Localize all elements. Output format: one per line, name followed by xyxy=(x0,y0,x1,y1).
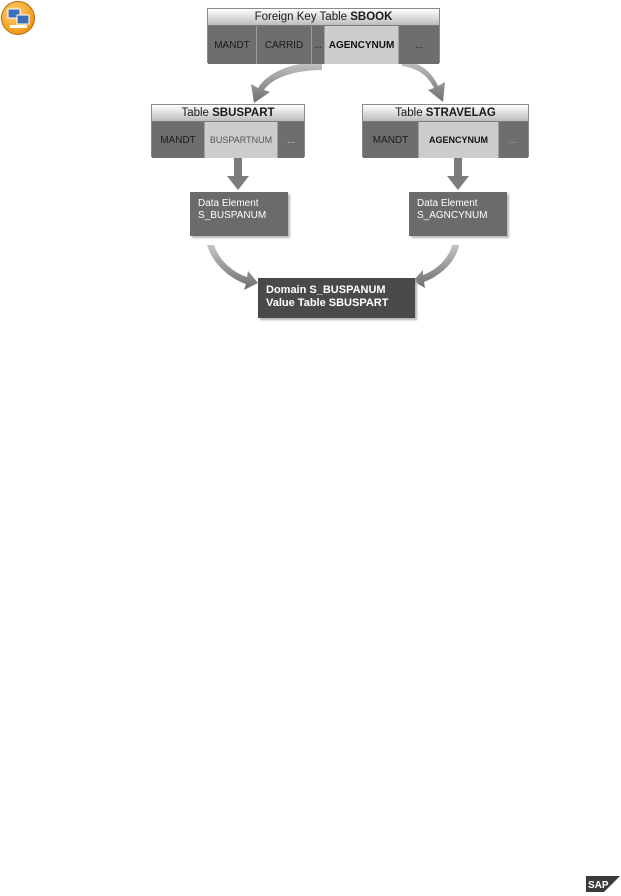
down-arrow-right xyxy=(447,158,469,190)
sbook-field-ellipsis-1: ... xyxy=(312,26,325,64)
data-element-right-label: Data Element xyxy=(417,198,478,209)
data-element-left-name: S_BUSPANUM xyxy=(198,210,267,221)
table-sbuspart xyxy=(151,104,305,157)
stravelag-field-mandt: MANDT xyxy=(363,122,419,158)
sbook-field-mandt: MANDT xyxy=(208,26,257,64)
sbuspart-field-buspartnum: BUSPARTNUM xyxy=(205,122,278,158)
curved-arrow-to-stravelag xyxy=(402,60,445,102)
data-element-s-agncynum xyxy=(409,192,507,236)
table-sbuspart-title xyxy=(152,105,304,122)
data-element-s-buspanum xyxy=(190,192,288,236)
sbook-field-ellipsis-2: ... xyxy=(399,26,439,64)
table-sbook-title-prefix: Foreign Key Table xyxy=(254,11,351,23)
domain-s-buspanum xyxy=(258,278,415,318)
stravelag-field-ellipsis: ... xyxy=(499,122,528,158)
sbuspart-field-ellipsis: ... xyxy=(278,122,304,158)
data-element-right-name: S_AGNCYNUM xyxy=(417,210,488,221)
table-stravelag-title xyxy=(363,105,528,122)
curved-arrow-left-to-domain xyxy=(207,245,258,290)
curved-arrow-to-sbuspart xyxy=(251,62,322,103)
table-stravelag-title-prefix: Table xyxy=(395,107,426,119)
stravelag-field-agencynum: AGENCYNUM xyxy=(419,122,499,158)
table-sbook-title xyxy=(208,9,439,26)
table-sbook xyxy=(207,8,440,63)
table-stravelag-title-name: STRAVELAG xyxy=(425,107,496,119)
table-sbuspart-title-name: SBUSPART xyxy=(212,107,275,119)
table-sbuspart-title-prefix: Table xyxy=(181,107,213,119)
domain-value-table: Value Table SBUSPART xyxy=(266,297,389,309)
svg-text:SAP: SAP xyxy=(588,880,609,891)
table-sbuspart-fields xyxy=(152,122,304,158)
table-sbook-title-name: SBOOK xyxy=(350,11,393,23)
sap-logo-icon xyxy=(586,876,620,892)
sbuspart-field-mandt: MANDT xyxy=(152,122,205,158)
table-stravelag xyxy=(362,104,529,157)
data-element-left-label: Data Element xyxy=(198,198,259,209)
curved-arrow-right-to-domain xyxy=(413,245,459,288)
table-stravelag-fields xyxy=(363,122,528,158)
domain-name: Domain S_BUSPANUM xyxy=(266,284,386,296)
table-sbook-fields xyxy=(208,26,439,64)
down-arrow-left xyxy=(227,158,249,190)
sbook-field-carrid: CARRID xyxy=(257,26,312,64)
sbook-field-agencynum: AGENCYNUM xyxy=(325,26,399,64)
